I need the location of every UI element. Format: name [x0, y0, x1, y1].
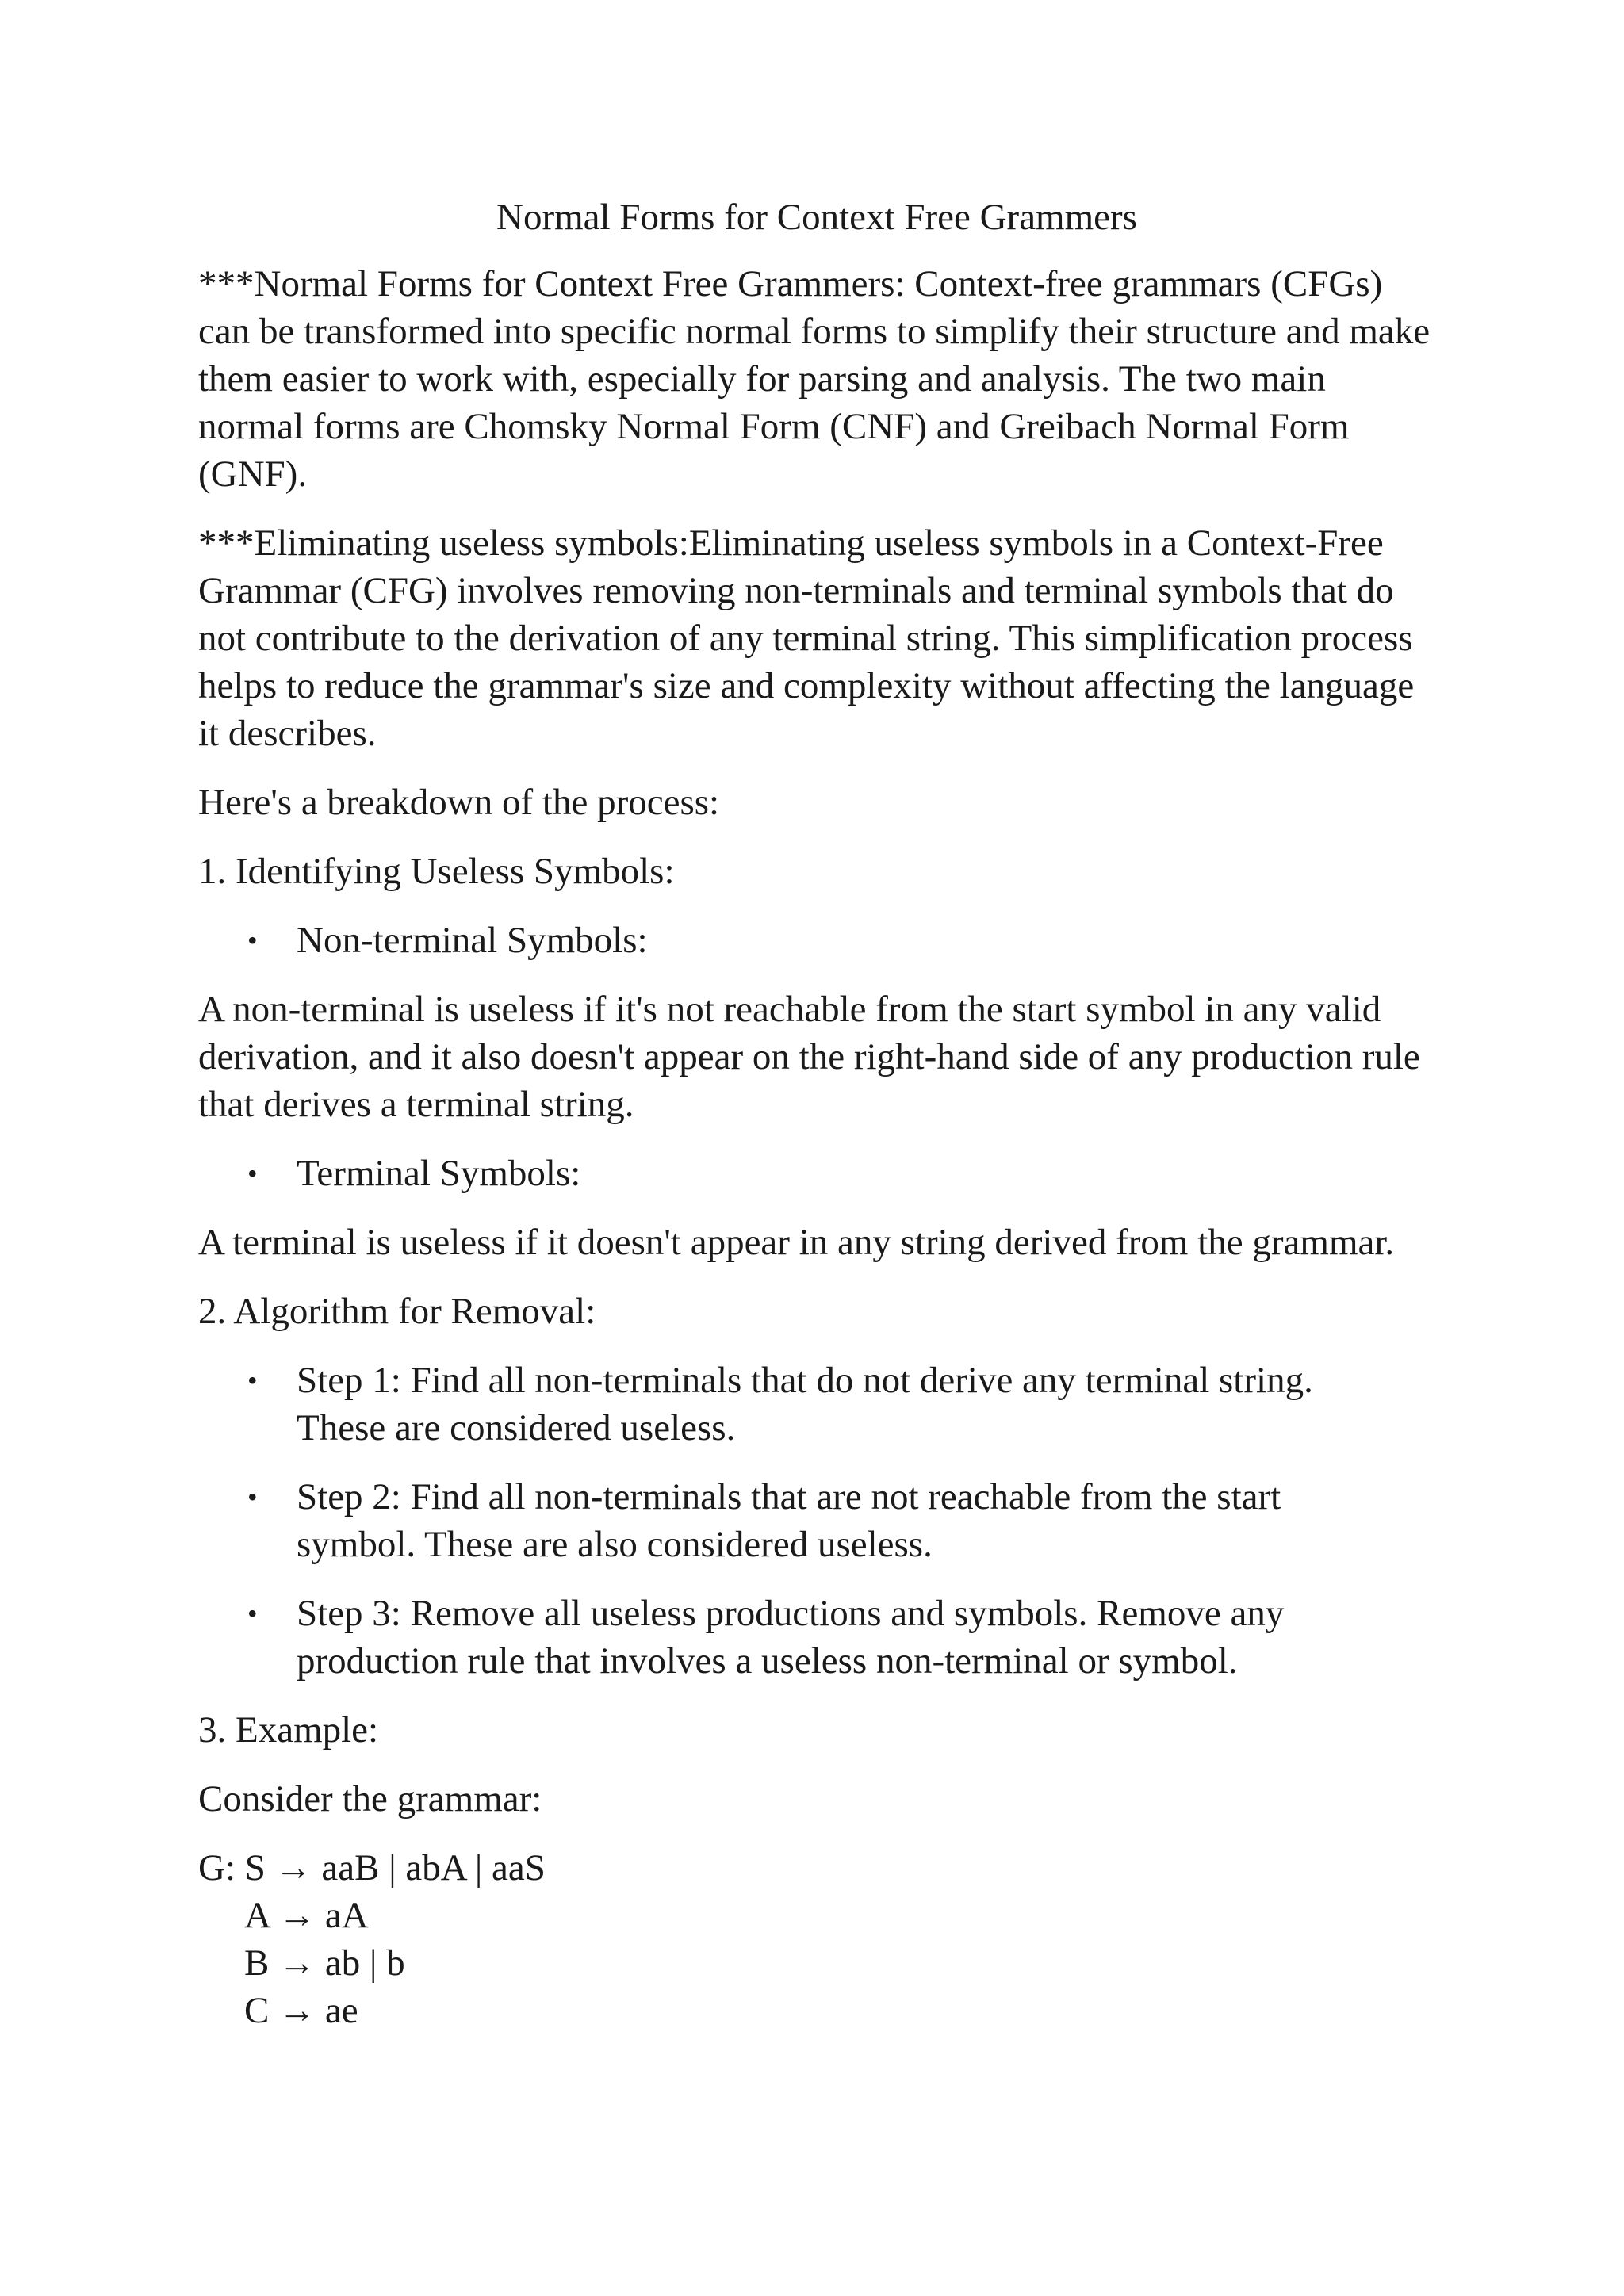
consider-text: Consider the grammar: [198, 1778, 542, 1820]
nonterminal-text: A non-terminal is useless if it's not reachable from the start symbol in any valid derivation, and it also doesn't appear on the right-hand side of any production rule that derives a terminal string. [198, 989, 1420, 1125]
terminal-label: Terminal Symbols: [297, 1153, 581, 1194]
algorithm-step [198, 1590, 1454, 1685]
nonterminal-bullet-list [198, 916, 1435, 964]
document-page [198, 193, 1435, 2034]
page-title: Normal Forms for Context Free Grammers [496, 197, 1137, 238]
grammar-line: G: S → aaB | abA | aaS [198, 1847, 546, 1888]
terminal-text: A terminal is useless if it doesn't appear in any string derived from the grammar. [198, 1222, 1395, 1263]
algorithm-step-text: Step 3: Remove all useless productions and symbols. Remove any production rule that involves a useless non-terminal or symbol. [297, 1593, 1285, 1682]
bullet-icon: • [247, 1481, 258, 1513]
algorithm-step-text: Step 2: Find all non-terminals that are not reachable from the start symbol. These are also considered useless. [297, 1476, 1281, 1565]
grammar-line: A → aA [244, 1895, 369, 1936]
useless-symbols-paragraph: ***Eliminating useless symbols:Eliminating useless symbols in a Context-Free Grammar (CFG) involves removing non-terminals and terminal symbols that do not contribute to the derivation of any terminal string. This simplification process helps to reduce the grammar's size and complexity without affecting the language it describes. [198, 522, 1415, 754]
terminal-bullet [198, 1150, 1454, 1197]
bullet-icon: • [247, 924, 258, 956]
intro-paragraph: ***Normal Forms for Context Free Grammers: Context-free grammars (CFGs) can be transformed into specific normal forms to simplify their structure and make them easier to work with, especially for parsing and analysis. The two main normal forms are Chomsky Normal Form (CNF) and Greibach Normal Form (GNF). [198, 263, 1431, 495]
breakdown-paragraph: Here's a breakdown of the process: [198, 782, 720, 823]
section-3-heading: 3. Example: [198, 1709, 379, 1751]
section-2-heading: 2. Algorithm for Removal: [198, 1291, 596, 1332]
grammar-line: B → ab | b [244, 1942, 405, 1984]
bullet-icon: • [247, 1364, 258, 1396]
bullet-icon: • [247, 1158, 258, 1189]
nonterminal-label: Non-terminal Symbols: [297, 920, 648, 961]
algorithm-steps-list [198, 1357, 1435, 1685]
bullet-icon: • [247, 1598, 258, 1629]
algorithm-step-text: Step 1: Find all non-terminals that do not derive any terminal string. These are considered useless. [297, 1360, 1313, 1448]
grammar-line: C → ae [244, 1990, 358, 2031]
section-1-heading: 1. Identifying Useless Symbols: [198, 851, 675, 892]
algorithm-step [198, 1473, 1359, 1568]
grammar-block [198, 1844, 1435, 2034]
nonterminal-bullet [198, 916, 1454, 964]
terminal-bullet-list [198, 1150, 1435, 1197]
algorithm-step [198, 1357, 1359, 1452]
